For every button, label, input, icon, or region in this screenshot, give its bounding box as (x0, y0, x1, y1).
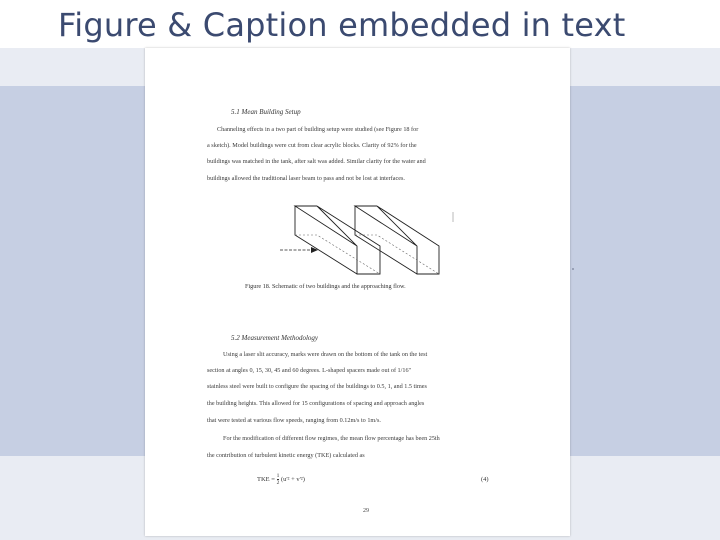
equation-fraction (277, 473, 280, 486)
paragraph-2-line-6: For the modification of different flow regimes, the mean flow percentage has been 25th (223, 435, 440, 442)
equation-lhs: TKE = (257, 475, 277, 483)
paragraph-2-line-5: that were tested at various flow speeds, ranging from 0.12m/s to 1m/s. (207, 417, 381, 424)
paragraph-2-line-4: the building heights. This allowed for 15 configurations of spacing and approach angles (207, 400, 425, 407)
slide-title: Figure & Caption embedded in text (58, 6, 626, 44)
equation-fraction-denominator: 2 (276, 480, 280, 486)
section-heading-mean-building-setup: 5.1 Mean Building Setup (231, 108, 301, 116)
section-heading-measurement-methodology: 5.2 Measurement Methodology (231, 334, 319, 342)
equation-tke (257, 473, 305, 486)
paragraph-1-line-3: buildings was matched in the tank, after salt was added. Similar clarity for the water and (207, 158, 426, 165)
decorative-dot (572, 268, 574, 270)
equation-rhs: (u'² + v'²) (280, 475, 305, 483)
page-number: 29 (363, 508, 369, 514)
paragraph-2-line-7: the contribution of turbulent kinetic energy (TKE) calculated as (207, 452, 365, 459)
paragraph-1-line-2: a sketch). Model buildings were cut from clear acrylic blocks. Clarity of 92% for the (207, 142, 417, 149)
paragraph-1-line-4: buildings allowed the traditional laser beam to pass and not be lost at interfaces. (207, 175, 405, 182)
paragraph-2-line-2: section at angles 0, 15, 30, 45 and 60 degrees. L-shaped spacers made out of 1/16" (207, 367, 412, 374)
equation-fraction-numerator: 1 (276, 473, 280, 479)
figure-caption: Figure 18. Schematic of two buildings and the approaching flow. (245, 283, 406, 290)
paragraph-1-line-1: Channeling effects in a two part of building setup were studied (see Figure 18 for (217, 126, 419, 133)
document-page (145, 48, 570, 536)
figure-two-buildings-schematic (275, 200, 505, 290)
equation-number: (4) (481, 476, 489, 483)
paragraph-2-line-1: Using a laser slit accuracy, marks were drawn on the bottom of the tank on the test (223, 351, 428, 358)
paragraph-2-line-3: stainless steel were built to configure the spacing of the buildings to 0.5, 1, and 1.5 times (207, 383, 427, 390)
